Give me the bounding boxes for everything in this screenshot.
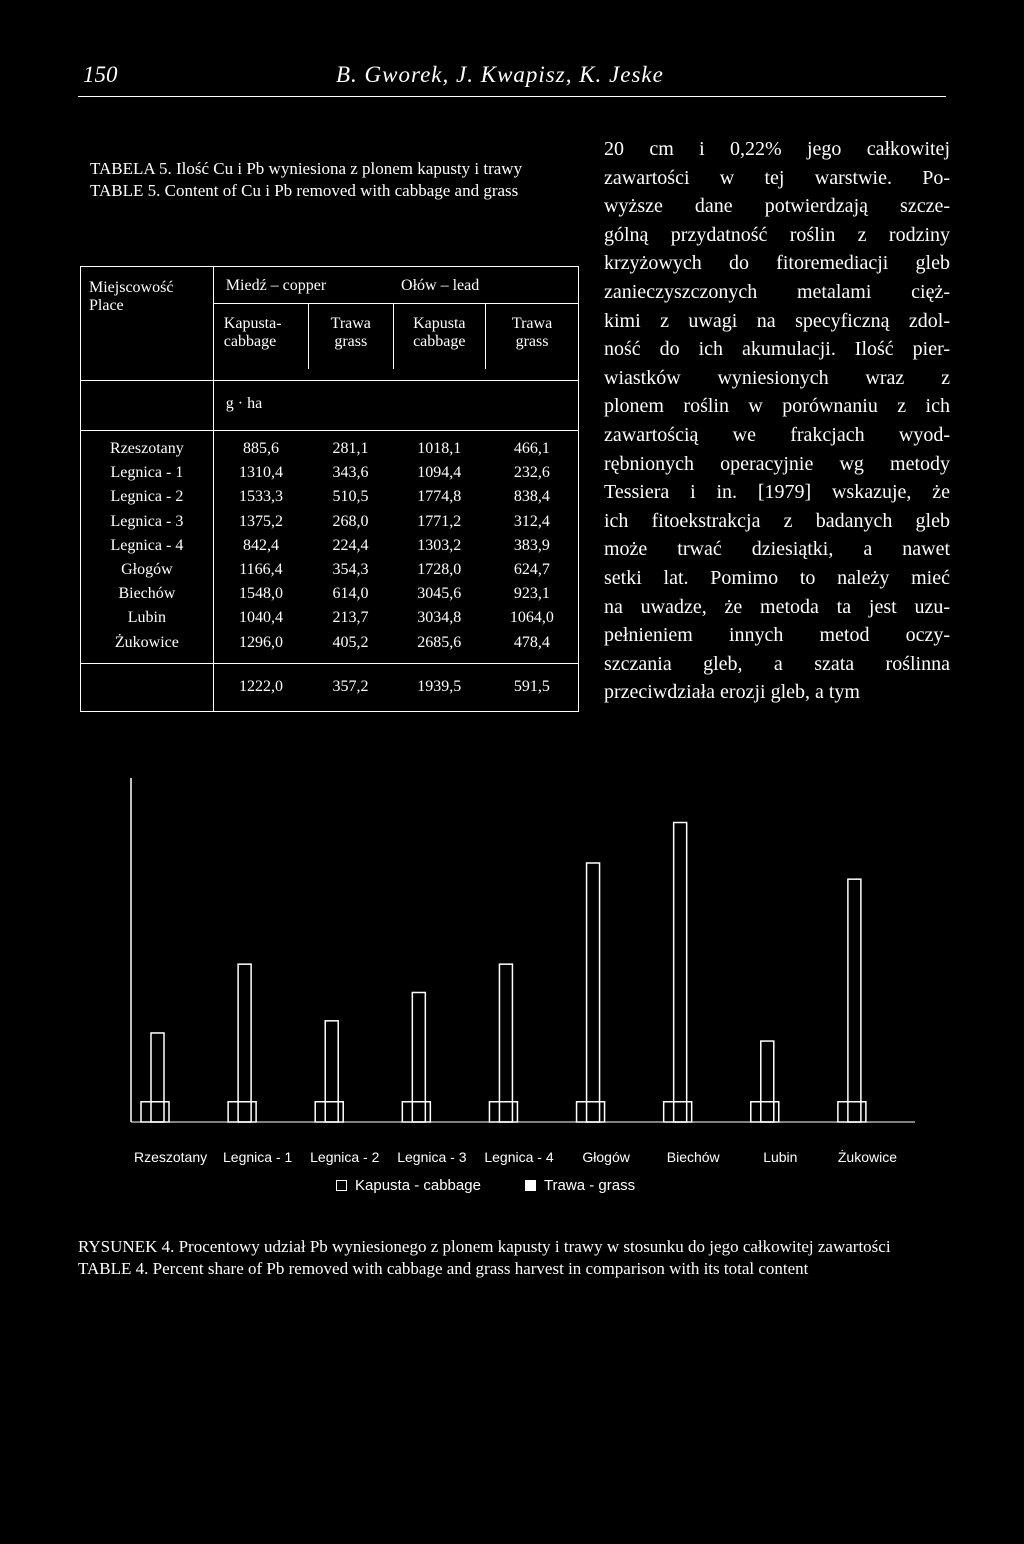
header-place — [81, 267, 214, 381]
grass-bar — [499, 964, 512, 1122]
place-cell: Lubin — [127, 609, 166, 627]
body-text-line: zawartości w tej warstwie. Po- — [604, 166, 950, 189]
unit-row-spacer — [81, 381, 214, 431]
value-cell: 1018,1 — [417, 440, 462, 457]
body-text-line: kimi z uwagi na specyficzną zdol- — [604, 309, 950, 332]
header-cu-grass — [309, 303, 394, 369]
body-text-line: na uwadze, że metoda ta jest uzu- — [604, 595, 950, 618]
header-lead: Ołów – lead — [393, 267, 578, 303]
body-text-line: Tessiera i in. [1979] wskazuje, że — [604, 481, 950, 504]
cabbage-bar — [228, 1102, 256, 1122]
category-label: Biechów — [666, 1149, 720, 1165]
header-cu-cabbage-pl: Kapusta- — [223, 314, 282, 332]
body-text-line: może trwać dziesiątki, a nawet — [604, 538, 950, 561]
header-pb-grass-en: grass — [515, 332, 549, 350]
header-cu-cabbage — [214, 303, 309, 369]
category-label: Legnica - 2 — [310, 1149, 380, 1165]
value-cell: 1774,8 — [417, 488, 462, 506]
header-cu-grass-en: grass — [334, 332, 368, 350]
body-text-line: pełnieniem innych metod oczy- — [604, 624, 950, 647]
header-copper: Miedź – copper — [214, 267, 393, 303]
value-cell: 510,5 — [332, 488, 369, 506]
body-text-line: setki lat. Pomimo to należy mieć — [604, 566, 950, 589]
totals-label-cell — [81, 663, 214, 711]
body-text-line: zawartością we frakcjach wyod- — [604, 423, 950, 446]
category-label: Lubin — [763, 1149, 798, 1165]
value-cell: 1728,0 — [417, 561, 462, 579]
value-cell: 268,0 — [332, 512, 369, 530]
header-cu-cabbage-en: cabbage — [223, 332, 277, 350]
body-text-line: przeciwdziała erozji gleb, a tym — [604, 681, 860, 704]
value-cell: 1771,2 — [417, 512, 462, 530]
value-cell: 1310,4 — [238, 464, 283, 482]
value-cell: 1533,3 — [238, 488, 283, 506]
place-column — [81, 431, 214, 664]
header-pb-grass — [486, 303, 578, 369]
total-pb-grass: 591,5 — [486, 663, 579, 711]
value-cell: 1548,0 — [238, 585, 283, 603]
value-cell: 842,4 — [242, 536, 279, 554]
value-cell: 343,6 — [332, 464, 369, 482]
grass-legend-swatch — [525, 1180, 536, 1191]
value-cell: 1094,4 — [417, 464, 462, 482]
cabbage-bar — [315, 1102, 343, 1122]
value-cell: 1064,0 — [509, 609, 554, 627]
pb-cabbage-column — [393, 431, 486, 664]
chart-legend — [336, 1176, 635, 1194]
grass-bar — [848, 879, 861, 1122]
grass-bar — [761, 1041, 774, 1122]
value-cell: 838,4 — [513, 488, 550, 506]
body-text-line: ich fitoekstrakcja z badanych gleb — [604, 509, 950, 532]
grass-bar — [674, 823, 687, 1122]
header-place-pl: Miejscowość — [89, 279, 174, 296]
value-cell: 1040,4 — [238, 609, 283, 627]
category-label: Legnica - 3 — [397, 1149, 467, 1165]
body-text-line: ność do ich akumulacji. Ilość pier- — [604, 338, 950, 361]
grass-legend-label: Trawa - grass — [543, 1176, 636, 1194]
place-cell: Biechów — [118, 585, 176, 603]
place-cell: Rzeszotany — [110, 440, 184, 457]
figure-caption-en: TABLE 4. Percent share of Pb removed with cabbage and grass harvest in comparison with its total content — [78, 1259, 809, 1278]
place-cell: Legnica - 1 — [110, 464, 184, 482]
value-cell: 383,9 — [513, 536, 550, 554]
data-table — [80, 266, 579, 712]
body-text-line: krzyżowych do fitoremediacji gleb — [604, 252, 950, 275]
category-label: Legnica - 4 — [484, 1149, 554, 1165]
value-cell: 405,2 — [332, 633, 369, 651]
grass-bar — [587, 863, 600, 1122]
cabbage-bar — [141, 1102, 169, 1122]
header-cu-grass-pl: Trawa — [330, 314, 371, 332]
table-caption — [90, 158, 560, 202]
grass-bar — [412, 992, 425, 1122]
place-cell: Żukowice — [114, 633, 179, 651]
value-cell: 224,4 — [332, 536, 369, 554]
place-cell: Legnica - 2 — [110, 488, 184, 506]
table-caption-en: TABLE 5. Content of Cu i Pb removed with cabbage and grass — [90, 181, 519, 200]
cabbage-bar — [751, 1102, 779, 1122]
figure-caption — [78, 1236, 950, 1280]
grass-bar — [238, 964, 251, 1122]
unit-label: g · ha — [213, 381, 578, 431]
category-label: Głogów — [582, 1149, 630, 1165]
value-cell: 2685,6 — [417, 633, 462, 651]
header-place-en: Place — [89, 297, 124, 314]
figure-caption-pl: RYSUNEK 4. Procentowy udział Pb wyniesionego z plonem kapusty i trawy w stosunku do jego całkowitej zawartości — [78, 1237, 891, 1256]
page-number: 150 — [83, 62, 118, 87]
value-cell: 478,4 — [513, 633, 550, 651]
body-text-line: zanieczyszczonych metalami cięż- — [604, 280, 950, 303]
value-cell: 1375,2 — [238, 512, 283, 530]
body-text-line: wyższe dane potwierdzają szcze- — [604, 195, 950, 218]
cabbage-legend-swatch — [336, 1180, 347, 1191]
category-label: Rzeszotany — [133, 1149, 208, 1165]
category-label: Żukowice — [837, 1149, 898, 1165]
place-cell: Legnica - 3 — [110, 512, 184, 530]
header-pb-cabbage-pl: Kapusta — [413, 314, 466, 332]
body-text-line: gólną przydatność roślin z rodziny — [604, 223, 950, 246]
value-cell: 3034,8 — [417, 609, 462, 627]
value-cell: 1303,2 — [417, 536, 462, 554]
header-pb-cabbage-en: cabbage — [413, 332, 466, 350]
body-text-line: 20 cm i 0,22% jego całkowitej — [604, 138, 950, 160]
header-pb-grass-pl: Trawa — [511, 314, 553, 332]
total-cu-cabbage: 1222,0 — [213, 663, 308, 711]
grass-bar — [325, 1021, 338, 1122]
running-authors: B. Gworek, J. Kwapisz, K. Jeske — [336, 62, 664, 87]
running-header — [78, 62, 946, 97]
body-text-line: rębnionych operacyjnie wg metody — [604, 452, 950, 475]
cu-grass-column — [308, 431, 393, 664]
category-label: Legnica - 1 — [223, 1149, 293, 1165]
cabbage-bar — [664, 1102, 692, 1122]
cabbage-legend-label: Kapusta - cabbage — [355, 1176, 481, 1194]
value-cell: 923,1 — [513, 585, 550, 603]
body-text-column — [604, 135, 950, 707]
value-cell: 354,3 — [332, 561, 369, 579]
total-pb-cabbage: 1939,5 — [393, 663, 486, 711]
grass-bar — [151, 1033, 164, 1122]
cabbage-bar — [402, 1102, 430, 1122]
table-caption-pl: TABELA 5. Ilość Cu i Pb wyniesiona z plonem kapusty i trawy — [90, 159, 523, 178]
cu-cabbage-column — [213, 431, 308, 664]
bar-chart — [0, 760, 1024, 1170]
value-cell: 624,7 — [513, 561, 550, 579]
header-groups — [213, 267, 578, 381]
value-cell: 1296,0 — [238, 633, 283, 651]
body-text-line: wiastków wyniesionych wraz z — [604, 366, 950, 389]
pb-grass-column — [486, 431, 579, 664]
value-cell: 312,4 — [513, 512, 550, 530]
header-pb-cabbage — [393, 303, 486, 369]
value-cell: 885,6 — [242, 440, 279, 457]
value-cell: 614,0 — [332, 585, 369, 603]
value-cell: 466,1 — [513, 440, 550, 457]
value-cell: 3045,6 — [417, 585, 462, 603]
total-cu-grass: 357,2 — [308, 663, 393, 711]
value-cell: 281,1 — [332, 440, 369, 457]
place-cell: Legnica - 4 — [110, 536, 184, 554]
cabbage-bar — [489, 1102, 517, 1122]
value-cell: 232,6 — [513, 464, 550, 482]
value-cell: 1166,4 — [239, 561, 283, 579]
value-cell: 213,7 — [332, 609, 369, 627]
body-text-line: szczania gleb, a szata roślinna — [604, 652, 950, 675]
body-text-line: plonem roślin w porównaniu z ich — [604, 395, 950, 418]
place-cell: Głogów — [121, 561, 173, 579]
cabbage-bar — [577, 1102, 605, 1122]
cabbage-bar — [838, 1102, 866, 1122]
